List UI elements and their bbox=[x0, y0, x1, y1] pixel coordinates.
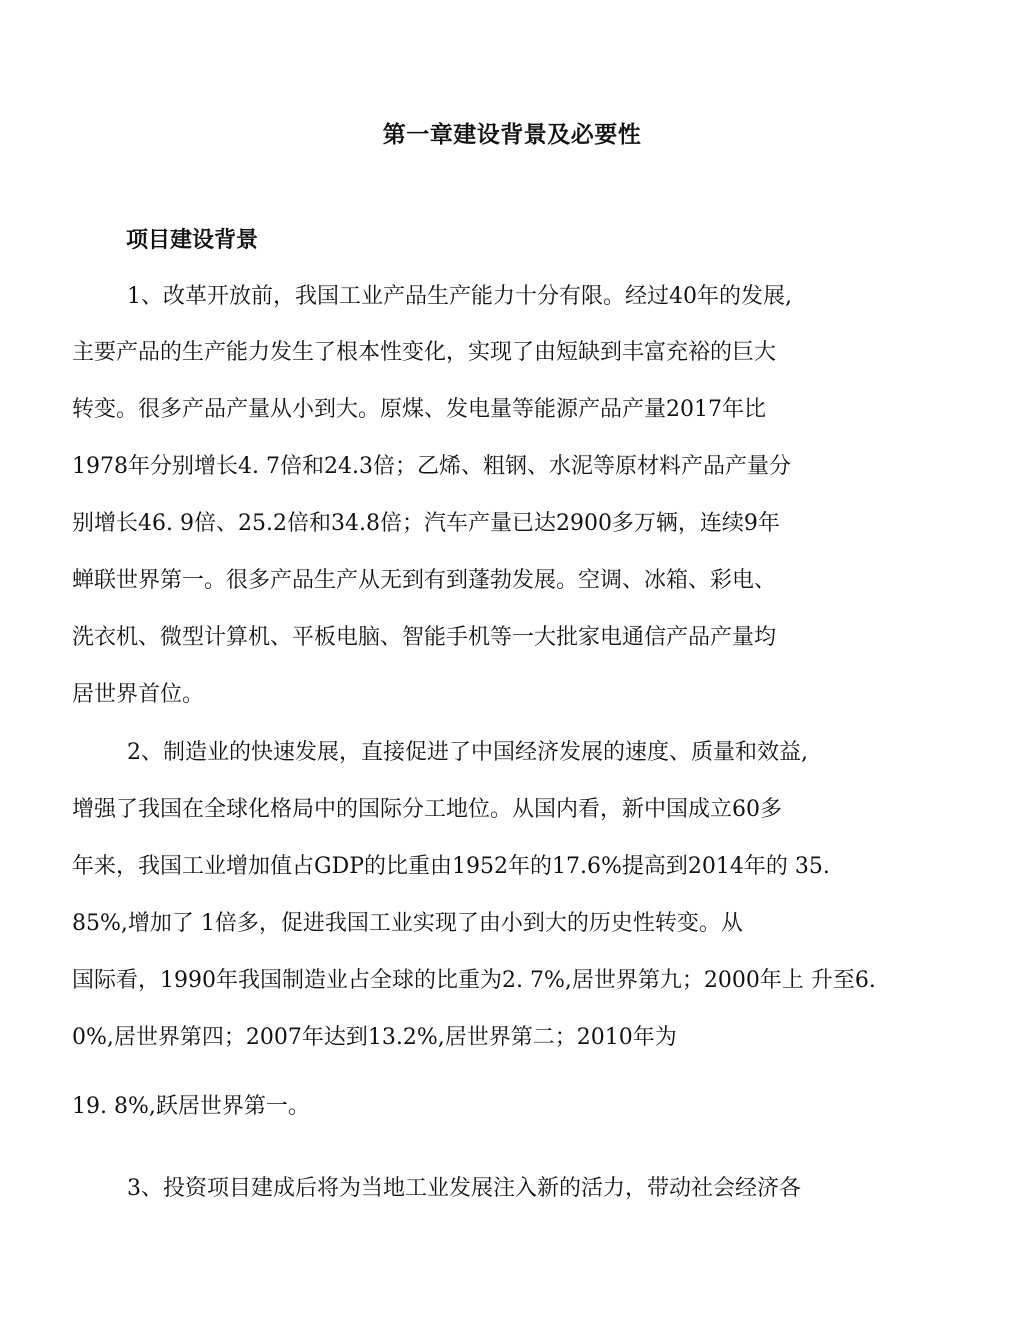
paragraph-line: 1、改革开放前，我国工业产品生产能力十分有限。经过40年的发展, bbox=[127, 284, 792, 309]
paragraph-line: 1978年分别增长4. 7倍和24.3倍；乙烯、粗钢、水泥等原材料产品产量分 bbox=[72, 454, 791, 479]
chapter-title: 第一章建设背景及必要性 bbox=[382, 121, 642, 148]
paragraph-line: 0%,居世界第四；2007年达到13.2%,居世界第二；2010年为 bbox=[72, 1025, 677, 1050]
paragraph-line: 蝉联世界第一。很多产品生产从无到有到蓬勃发展。空调、冰箱、彩电、 bbox=[72, 568, 777, 593]
paragraph-line: 年来，我国工业增加值占GDP的比重由1952年的17.6%提高到2014年的 35. bbox=[72, 854, 830, 879]
paragraph-line: 居世界首位。 bbox=[72, 682, 205, 707]
paragraph-line: 增强了我国在全球化格局中的国际分工地位。从国内看，新中国成立60多 bbox=[72, 797, 782, 822]
section-heading: 项目建设背景 bbox=[126, 227, 259, 253]
paragraph-line: 洗衣机、微型计算机、平板电脑、智能手机等一大批家电通信产品产量均 bbox=[72, 625, 777, 650]
paragraph-line: 别增长46. 9倍、25.2倍和34.8倍；汽车产量已达2900多万辆，连续9年 bbox=[72, 511, 780, 536]
paragraph-line: 国际看，1990年我国制造业占全球的比重为2. 7%,居世界第九；2000年上 升至6. bbox=[72, 968, 876, 993]
paragraph-line: 转变。很多产品产量从小到大。原煤、发电量等能源产品产量2017年比 bbox=[72, 397, 766, 422]
paragraph-line: 主要产品的生产能力发生了根本性变化，实现了由短缺到丰富充裕的巨大 bbox=[72, 340, 777, 365]
paragraph-line: 2、制造业的快速发展，直接促进了中国经济发展的速度、质量和效益, bbox=[127, 740, 808, 765]
paragraph-line: 19. 8%,跃居世界第一。 bbox=[72, 1094, 310, 1119]
paragraph-line: 85%,增加了 1倍多，促进我国工业实现了由小到大的历史性转变。从 bbox=[72, 911, 743, 936]
paragraph-line: 3、投资项目建成后将为当地工业发展注入新的活力，带动社会经济各 bbox=[127, 1176, 801, 1201]
